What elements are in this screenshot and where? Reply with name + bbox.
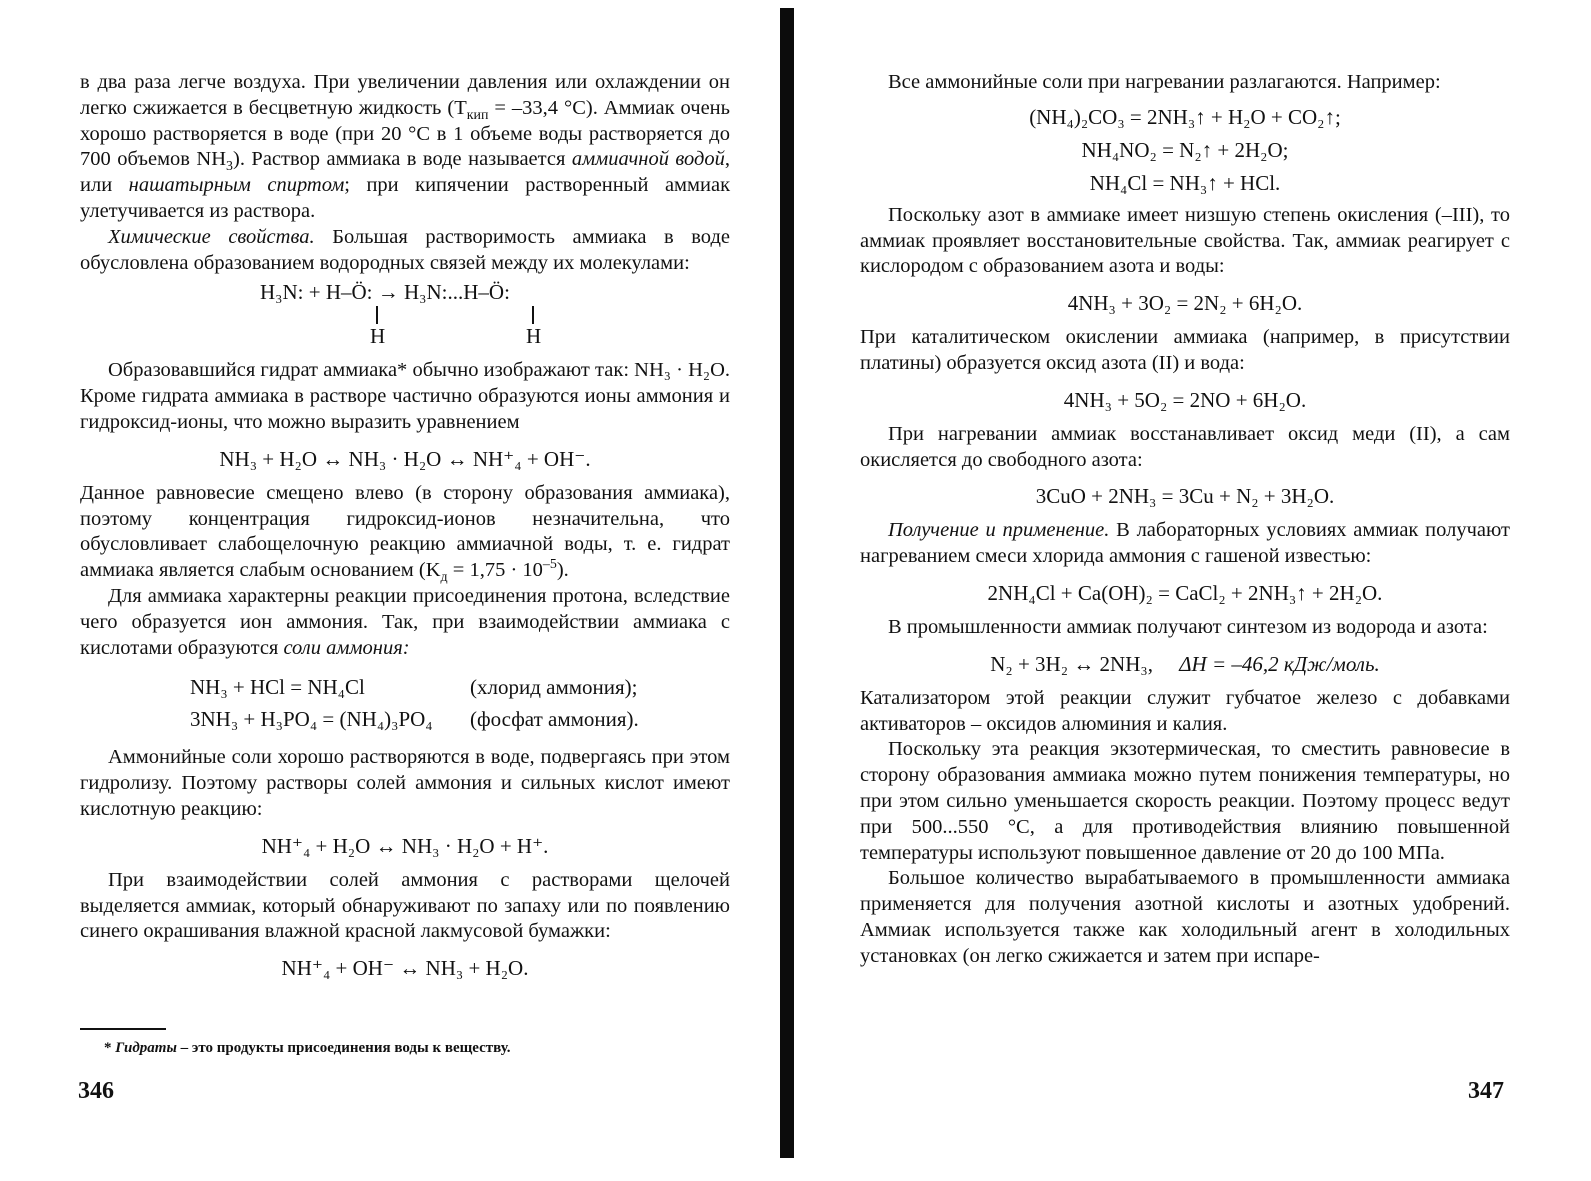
paragraph: В промышленности аммиак получают синтезом из водорода и азота: bbox=[888, 615, 1488, 638]
paragraph: Катализатором этой реакции служит губчатое железо с добавками активаторов – оксидов алюминия и калия. bbox=[860, 686, 1510, 735]
equation: 4NH₃ + 5O₂ = 2NO + 6H₂O. bbox=[1063, 387, 1307, 412]
ammonium-salts-equations: NH₃ + HCl = NH₄Cl (хлорид аммония); 3NH₃ + H₃PO₄ = (NH₄)₃PO₄ (фосфат аммония). bbox=[190, 675, 639, 732]
equation: NH₄Cl = NH₃↑ + HCl. bbox=[1089, 170, 1281, 195]
paragraph: При нагревании аммиак восстанавливает оксид меди (II), а сам окисляется до свободного азота: bbox=[860, 422, 1510, 471]
equation: NH₃ + H₂O ↔ NH₃ · H₂O ↔ NH⁺₄ + OH⁻. bbox=[219, 446, 591, 471]
equation: 4NH₃ + 3O₂ = 2N₂ + 6H₂O. bbox=[1067, 291, 1303, 316]
equation: 3CuO + 2NH₃ = 3Cu + N₂ + 3H₂O. bbox=[1035, 484, 1335, 509]
equation: NH⁺₄ + H₂O ↔ NH₃ · H₂O + H⁺. bbox=[261, 833, 549, 858]
paragraph: Поскольку азот в аммиаке имеет низшую степень окисления (–III), то аммиак проявляет восстановительные свойства. Так, аммиак реагирует с кислородом с образованием азота и воды: bbox=[860, 203, 1510, 278]
paragraph: Все аммонийные соли при нагревании разлагаются. Например: bbox=[888, 71, 1441, 93]
left-page bbox=[80, 70, 730, 1058]
paragraph: При каталитическом окислении аммиака (например, в присутствии платины) образуется оксид азота (II) и вода: bbox=[860, 326, 1510, 374]
paragraph: Получение и применение. В лабораторных условиях аммиак получают нагреванием смеси хлорида аммония с гашеной известью: bbox=[860, 519, 1510, 568]
equation: (NH₄)₂CO₃ = 2NH₃↑ + H₂O + CO₂↑; bbox=[1029, 104, 1341, 129]
paragraph: Для аммиака характерны реакции присоединения протона, вследствие чего образуется ион аммония. Так, при взаимодействии аммиака с кислотами образуются соли аммония: bbox=[80, 584, 730, 659]
footnote-rule bbox=[80, 1028, 166, 1030]
paragraph: в два раза легче воздуха. При увеличении давления или охлаждении он легко сжижается в бесцветную жидкость ($T_{кип} = -33,4$ °C). Аммиак очень хорошо растворяется в воде (при 20 °C в 1 объеме воды растворяется до 700 объемов $NH_3$). Раствор аммиака в воде называется аммиачной водой, или нашатырным спиртом; при кипячении растворенный аммиак улетучивается из раствора. bbox=[80, 71, 731, 222]
equation: NH⁺₄ + OH⁻ ↔ NH₃ + H₂O. bbox=[281, 956, 529, 981]
right-page bbox=[860, 70, 1510, 970]
page-number-right: 347 bbox=[1468, 1078, 1504, 1104]
paragraph: Поскольку эта реакция экзотермическая, то сместить равновесие в сторону образования аммиака можно путем понижения температуры, но при этом сильно уменьшается скорость реакции. Поэтому процесс ведут при 500...550 °C, а для противодействия влиянию повышенной температуры используют повышенное давление от 20 до 100 МПа. bbox=[860, 738, 1510, 864]
decomposition-equations bbox=[860, 102, 1510, 199]
book-spine bbox=[780, 8, 794, 1158]
page-number-left: 346 bbox=[78, 1078, 114, 1104]
paragraph: Аммонийные соли хорошо растворяются в воде, подвергаясь при этом гидролизу. Поэтому растворы солей аммония и сильных кислот имеют кислотную реакцию: bbox=[80, 746, 730, 820]
footnote: * Гидраты – это продукты присоединения воды к веществу. bbox=[104, 1040, 511, 1057]
paragraph: Большое количество вырабатываемого в промышленности аммиака применяется для получения азотной кислоты и азотных удобрений. Аммиак используется также как холодильный агент в холодильных установках (он легко сжижается и затем при испаре- bbox=[860, 867, 1510, 967]
paragraph: Химические свойства. Большая растворимость аммиака в воде обусловлена образованием водородных связей между их молекулами: bbox=[80, 225, 730, 274]
equation: N₂ + 3H₂ ↔ 2NH₃, ΔH = –46,2 кДж/моль. bbox=[990, 651, 1380, 676]
equation: NH₄NO₂ = N₂↑ + 2H₂O; bbox=[1081, 137, 1289, 162]
equation: 2NH₄Cl + Ca(OH)₂ = CaCl₂ + 2NH₃↑ + 2H₂O. bbox=[987, 580, 1383, 605]
paragraph: Образовавшийся гидрат аммиака* обычно изображают так: NH₃ · H₂O. Кроме гидрата аммиака в растворе частично образуются ионы аммония и гидроксид-ионы, что можно выразить уравнением bbox=[80, 359, 730, 433]
hydrogen-bond-structure: H₃N: + H–Ö: → H₃N:...H–Ö: H H bbox=[260, 280, 542, 349]
paragraph: При взаимодействии солей аммония с растворами щелочей выделяется аммиак, который обнаруживают по запаху или по появлению синего окрашивания влажной красной лакмусовой бумажки: bbox=[80, 868, 730, 943]
paragraph: Данное равновесие смещено влево (в сторону образования аммиака), поэтому концентрация гидроксид-ионов незначительна, что обусловливает слабощелочную реакцию аммиачной воды, т. е. гидрат аммиака является слабым основанием $(K_д = 1,75 \cdot 10^{-5})$. bbox=[80, 481, 730, 586]
